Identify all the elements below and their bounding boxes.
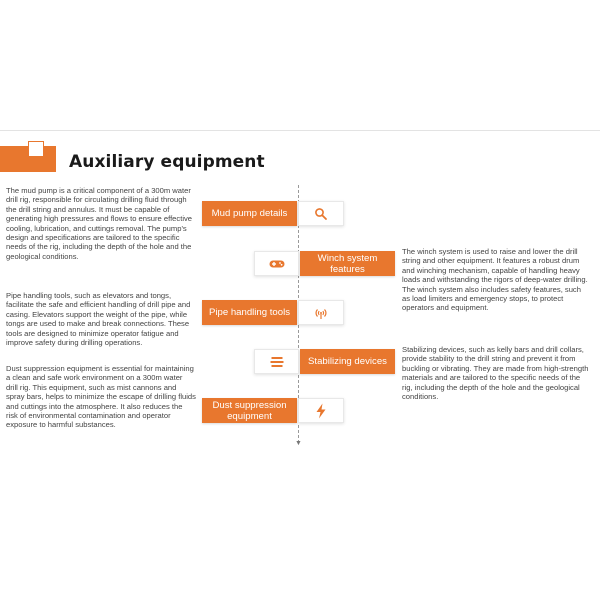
top-divider: [0, 130, 600, 131]
step-icon-box-dust-suppression: [298, 398, 344, 423]
step-label-mud-pump: Mud pump details: [202, 201, 297, 226]
step-icon-box-mud-pump: [298, 201, 344, 226]
magnifier-icon: [314, 207, 328, 221]
page-title: Auxiliary equipment: [69, 152, 265, 172]
gamepad-icon: [269, 259, 285, 269]
pipe-handling-description: Pipe handling tools, such as elevators and tongs, facilitate the safe and efficient handling of drill pipe and casing. Elevators support the weight of the pipe, while tongs are used to make and break connections. These tools are designed to minimize operator fatigue and improve safety during drilling operations.: [6, 291, 191, 348]
timeline-arrow-icon: ▼: [295, 440, 302, 447]
stack-icon: [270, 356, 284, 368]
mud-pump-description: The mud pump is a critical component of a 300m water drill rig, responsible for circulating drilling fluid through the drill string and annulus. It must be capable of generating high pressures and flows to ensure effective cooling, lubrication, and cuttings removal. The pump's design and specifications are tailored to the specific needs of the rig, including the depth of the hole and the geological conditions.: [6, 186, 193, 261]
step-label-winch: Winch system features: [300, 251, 395, 276]
signal-icon: [313, 305, 329, 321]
step-icon-box-pipe-handling: [298, 300, 344, 325]
stabilizing-devices-description: Stabilizing devices, such as kelly bars and drill collars, provide stability to the drill string and prevent it from buckling or vibrating. They are made from high-strength materials and are tailored to the specific needs of the rig, including the depth of the hole and the geological conditions.: [402, 345, 589, 402]
dust-suppression-description: Dust suppression equipment is essential for maintaining a clean and safe work environment on a 300m water drill rig. This equipment, such as mist cannons and spray bars, helps to minimize the escape of drilling fluids and cuttings into the atmosphere. It also reduces the risk of environmental contamination and operator exposure to harmful substances.: [6, 364, 196, 430]
title-accent-square: [28, 141, 44, 157]
step-icon-box-winch: [254, 251, 299, 276]
step-label-dust-suppression: Dust suppression equipment: [202, 398, 297, 423]
step-icon-box-stabilizing: [254, 349, 299, 374]
step-label-stabilizing: Stabilizing devices: [300, 349, 395, 374]
lightning-icon: [315, 403, 327, 419]
winch-system-description: The winch system is used to raise and lower the drill string and other equipment. It features a robust drum and winching mechanism, capable of handling heavy loads and withstanding the rigors of deep-water drilling. The winch system also includes safety features, such as load limiters and emergency stops, to protect operators and equipment.: [402, 247, 588, 313]
step-label-pipe-handling: Pipe handling tools: [202, 300, 297, 325]
